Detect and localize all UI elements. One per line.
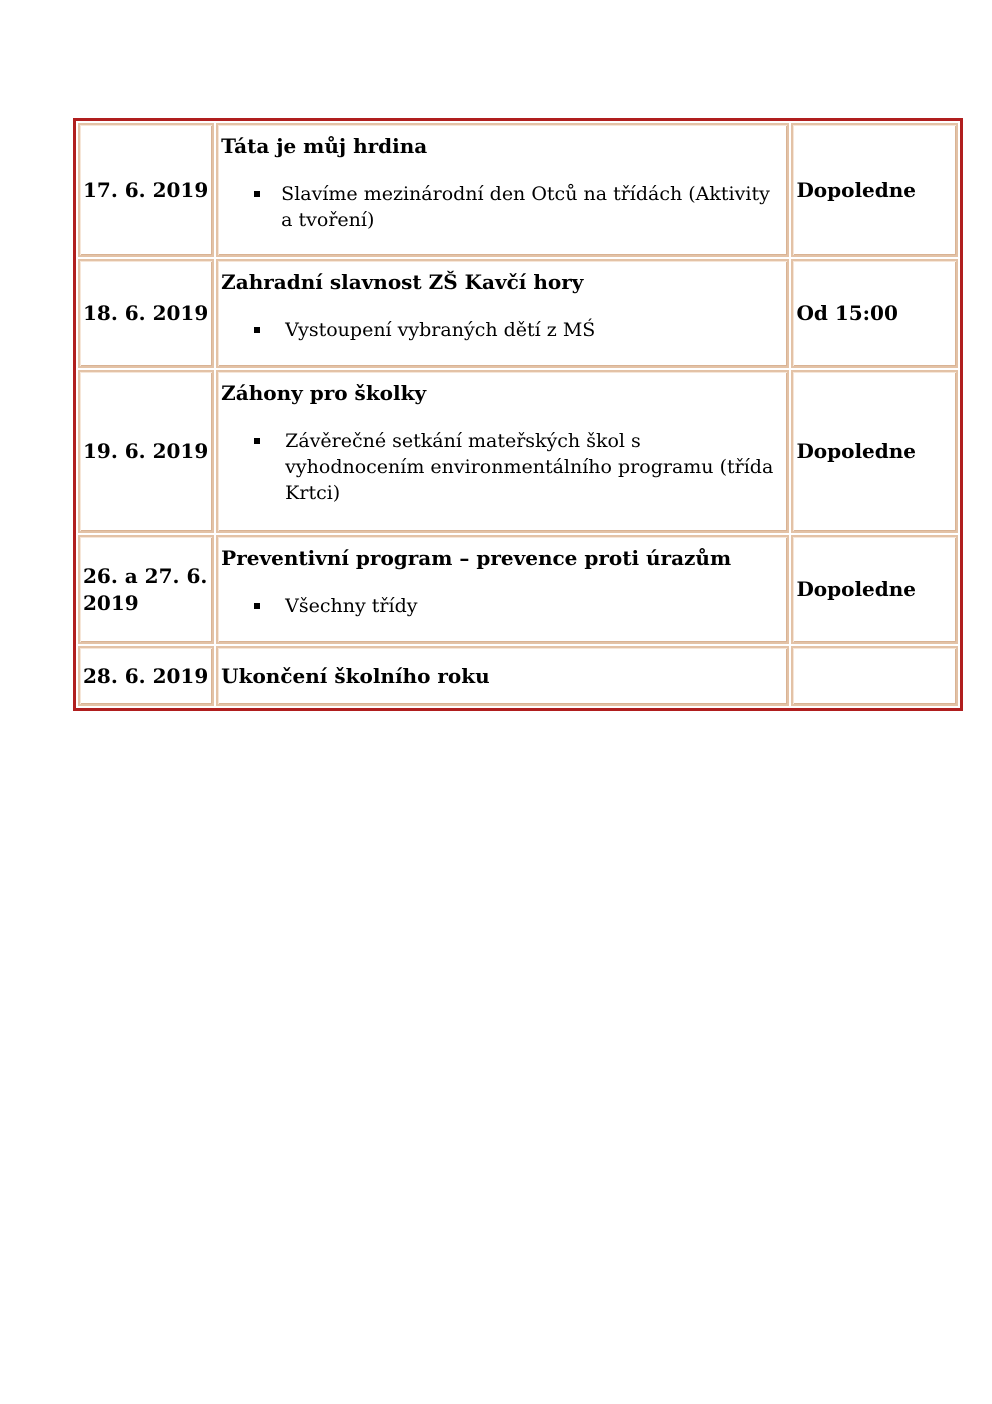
event-time: Dopoledne: [796, 177, 917, 202]
event-date-cell: [78, 123, 214, 257]
square-bullet-icon: [254, 438, 260, 444]
table-row: [78, 123, 958, 257]
event-time: Od 15:00: [796, 301, 898, 325]
event-detail-list: [221, 593, 784, 619]
event-time-cell: [791, 123, 958, 257]
event-title: Zahradní slavnost ZŠ Kavčí hory: [221, 270, 584, 294]
event-time: Dopoledne: [796, 577, 917, 601]
square-bullet-icon: [254, 327, 260, 333]
event-time-cell: [791, 535, 958, 644]
event-description-cell: [216, 535, 789, 644]
event-time-cell: [791, 370, 958, 533]
event-detail-text: Vystoupení vybraných dětí z MŚ: [285, 319, 596, 341]
square-bullet-icon: [254, 603, 260, 609]
event-date: 17. 6. 2019: [83, 177, 209, 202]
table-row: [78, 535, 958, 644]
event-description-cell: [216, 123, 789, 257]
event-title: Záhony pro školky: [221, 381, 427, 405]
event-title: Ukončení školního roku: [221, 664, 490, 688]
event-time-cell: [791, 646, 958, 706]
event-date: 28. 6. 2019: [83, 663, 209, 688]
event-detail-text: Závěrečné setkání mateřských škol s vyhodnocením environmentálního programu (třída Krtci): [285, 430, 774, 504]
event-title: Preventivní program – prevence proti úrazům: [221, 546, 732, 570]
table-row: [78, 259, 958, 368]
event-detail-text: Všechny třídy: [285, 595, 418, 617]
square-bullet-icon: [254, 191, 260, 197]
event-date-cell: [78, 646, 214, 706]
event-detail-list: [221, 181, 784, 233]
list-item: [221, 593, 784, 619]
list-item: [221, 428, 784, 506]
event-detail-text: Slavíme mezinárodní den Otců na třídách (Aktivity a tvoření): [281, 183, 770, 231]
event-date: 18. 6. 2019: [83, 301, 209, 325]
event-schedule-table: [73, 118, 963, 711]
event-date-cell: [78, 259, 214, 368]
list-item: [221, 317, 784, 343]
event-description-cell: [216, 370, 789, 533]
event-date: 19. 6. 2019: [83, 439, 209, 463]
event-detail-list: [221, 317, 784, 343]
event-time: Dopoledne: [796, 439, 917, 463]
event-description-cell: [216, 259, 789, 368]
event-date: 26. a 27. 6. 2019: [83, 563, 208, 615]
event-date-cell: [78, 370, 214, 533]
table-row: [78, 370, 958, 533]
event-title: Táta je můj hrdina: [221, 134, 428, 158]
list-item: [221, 181, 784, 233]
event-date-cell: [78, 535, 214, 644]
event-detail-list: [221, 428, 784, 506]
table-row: [78, 646, 958, 706]
event-time-cell: [791, 259, 958, 368]
event-description-cell: [216, 646, 789, 706]
